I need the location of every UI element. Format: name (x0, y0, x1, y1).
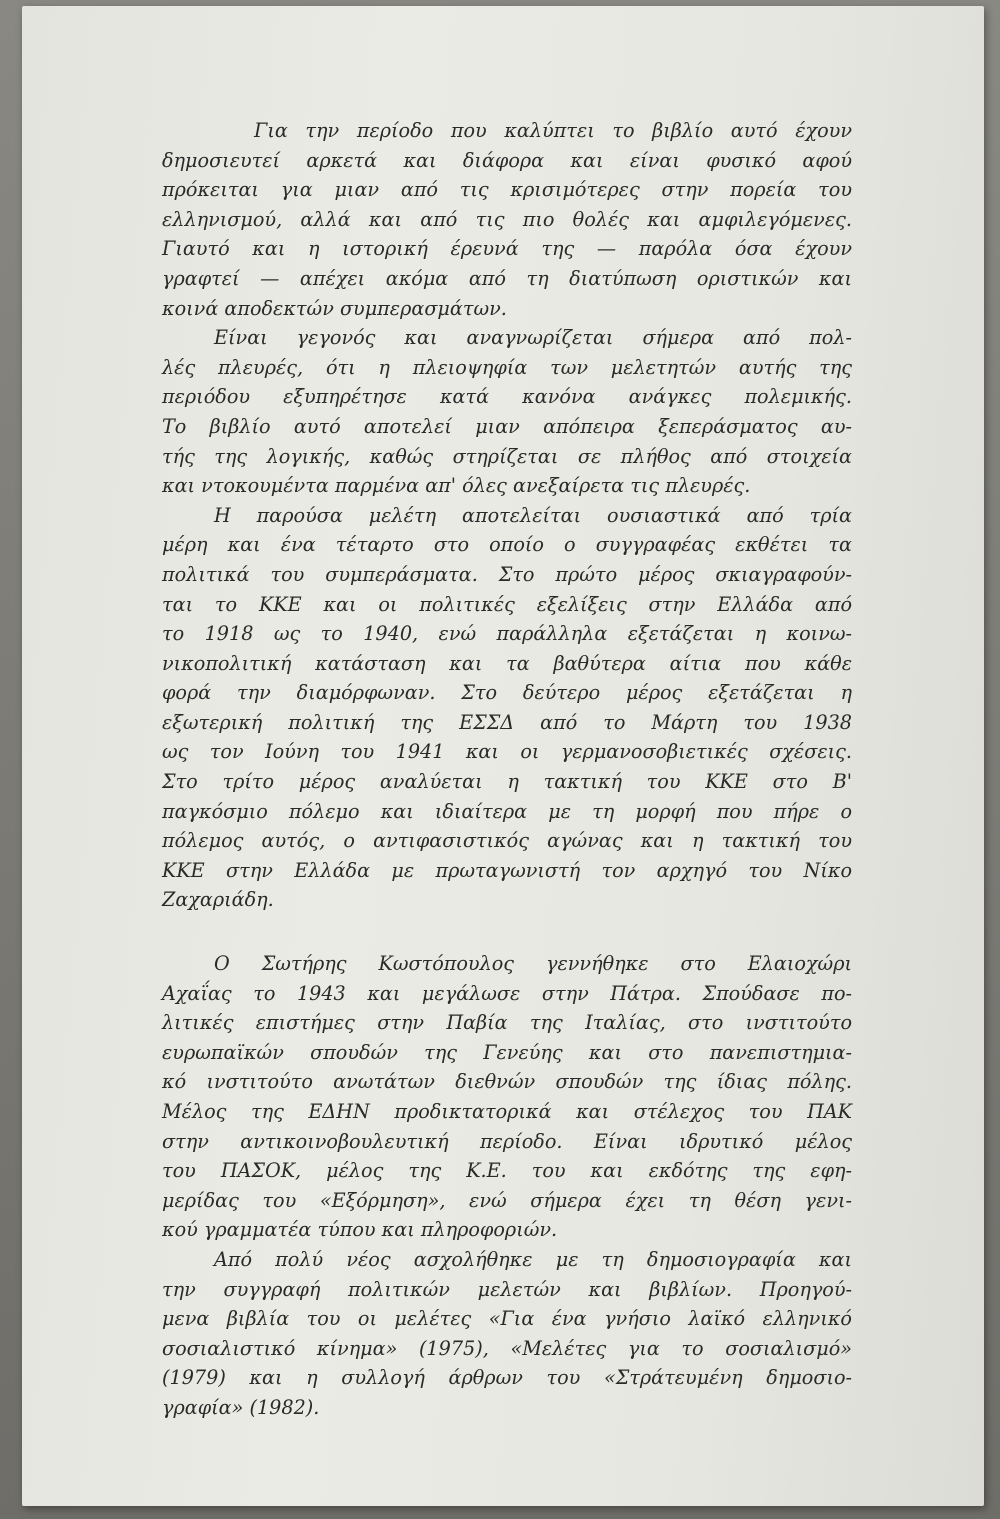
text-line: λιτικές επιστήμες στην Παβία της Ιταλίας, στο ινστιτούτο (162, 1011, 852, 1035)
text-line: (1979) και η συλλογή άρθρων του «Στράτευμένη δημοσιο- (162, 1366, 852, 1390)
text-line: κό ινστιτούτο ανωτάτων διεθνών σπουδών της ίδιας πόλης. (162, 1070, 852, 1094)
book-back-cover (22, 6, 984, 1506)
text-line: του ΠΑΣΟΚ, μέλος της Κ.Ε. του και εκδότης της εφη- (162, 1159, 852, 1183)
text-line: εξωτερική πολιτική της ΕΣΣΔ από το Μάρτη του 1938 (162, 710, 852, 734)
text-line: κοινά αποδεκτών συμπερασμάτων. (162, 296, 507, 320)
paragraph-publications (162, 1245, 852, 1423)
text-line: στην αντικοινοβουλευτική περίοδο. Είναι ιδρυτικό μέλος (162, 1129, 852, 1153)
paragraph-structure (162, 501, 852, 915)
text-line: κού γραμματέα τύπου και πληροφοριών. (162, 1218, 558, 1242)
text-line: μενα βιβλία του οι μελέτες «Για ένα γνήσιο λαϊκό ελληνικό (162, 1307, 852, 1331)
text-line: γραφία» (1982). (162, 1395, 320, 1419)
paragraph-intro (162, 116, 852, 323)
text-line: Μέλος της ΕΔΗΝ προδικτατορικά και στέλεχος του ΠΑΚ (162, 1100, 852, 1123)
text-line: Γιαυτό και η ιστορική έρευνά της — παρόλα όσα έχουν (162, 237, 852, 261)
text-line: μερίδας του «Εξόρμηση», ενώ σήμερα έχει τη θέση γενι- (162, 1188, 852, 1212)
text-line: Αχαΐας το 1943 και μεγάλωσε στην Πάτρα. Σπούδασε πο- (162, 981, 852, 1005)
text-line: την συγγραφή πολιτικών μελετών και βιβλίων. Προηγού- (162, 1277, 852, 1301)
cover-text (162, 116, 852, 1423)
text-line: το 1918 ως το 1940, ενώ παράλληλα εξετάζεται η κοινω- (162, 622, 852, 646)
text-line: Από πολύ νέος ασχολήθηκε με τη δημοσιογραφία και (214, 1247, 852, 1271)
text-line: δημοσιευτεί αρκετά και διάφορα και είναι φυσικό αφού (162, 148, 852, 172)
paragraph-fact (162, 323, 852, 501)
text-line: και ντοκουμέντα παρμένα απ' όλες ανεξαίρετα τις πλευρές. (162, 474, 751, 498)
text-line: ται το ΚΚΕ και οι πολιτικές εξελίξεις στην Ελλάδα από (162, 592, 852, 616)
text-line: γραφτεί — απέχει ακόμα από τη διατύπωση οριστικών και (162, 266, 852, 290)
section-gap (162, 915, 852, 949)
text-line: τής της λογικής, καθώς στηρίζεται σε πλήθος από στοιχεία (162, 444, 852, 468)
text-line: φορά την διαμόρφωναν. Στο δεύτερο μέρος εξετάζεται η (162, 681, 852, 705)
text-line: πόλεμος αυτός, ο αντιφασιστικός αγώνας και η τακτική του (162, 829, 852, 853)
text-line: σοσιαλιστικό κίνημα» (1975), «Μελέτες για το σοσιαλισμό» (162, 1336, 852, 1360)
text-line: Είναι γεγονός και αναγνωρίζεται σήμερα από πολ- (214, 326, 852, 350)
text-line: ΚΚΕ στην Ελλάδα με πρωταγωνιστή τον αρχηγό του Νίκο (162, 858, 852, 882)
text-line: Το βιβλίο αυτό αποτελεί μιαν απόπειρα ξεπεράσματος αυ- (162, 414, 852, 438)
text-line: ελληνισμού, αλλά και από τις πιο θολές και αμφιλεγόμενες. (162, 207, 852, 231)
paragraph-author-bio (162, 949, 852, 1245)
text-line: μέρη και ένα τέταρτο στο οποίο ο συγγραφέας εκθέτει τα (162, 533, 852, 557)
text-line: Ο Σωτήρης Κωστόπουλος γεννήθηκε στο Ελαιοχώρι (214, 952, 852, 976)
text-line: νικοπολιτική κατάσταση και τα βαθύτερα αίτια που κάθε (162, 651, 852, 675)
text-line: Ζαχαριάδη. (162, 888, 274, 912)
text-line: ως τον Ιούνη του 1941 και οι γερμανοσοβιετικές σχέσεις. (162, 740, 852, 764)
text-line: Στο τρίτο μέρος αναλύεται η τακτική του ΚΚΕ στο Β' (162, 770, 852, 794)
text-line: ευρωπαϊκών σπουδών της Γενεύης και στο πανεπιστημια- (162, 1040, 852, 1064)
text-line: περιόδου εξυπηρέτησε κατά κανόνα ανάγκες πολεμικής. (162, 385, 852, 409)
text-line: παγκόσμιο πόλεμο και ιδιαίτερα με τη μορφή που πήρε ο (162, 799, 852, 823)
text-line: Για την περίοδο που καλύπτει το βιβλίο αυτό έχουν (254, 119, 852, 142)
text-line: Η παρούσα μελέτη αποτελείται ουσιαστικά από τρία (214, 503, 852, 527)
text-line: λές πλευρές, ότι η πλειοψηφία των μελετητών αυτής της (162, 355, 852, 379)
text-line: πρόκειται για μιαν από τις κρισιμότερες στην πορεία του (162, 178, 852, 202)
text-line: πολιτικά του συμπεράσματα. Στο πρώτο μέρος σκιαγραφούν- (162, 562, 852, 586)
